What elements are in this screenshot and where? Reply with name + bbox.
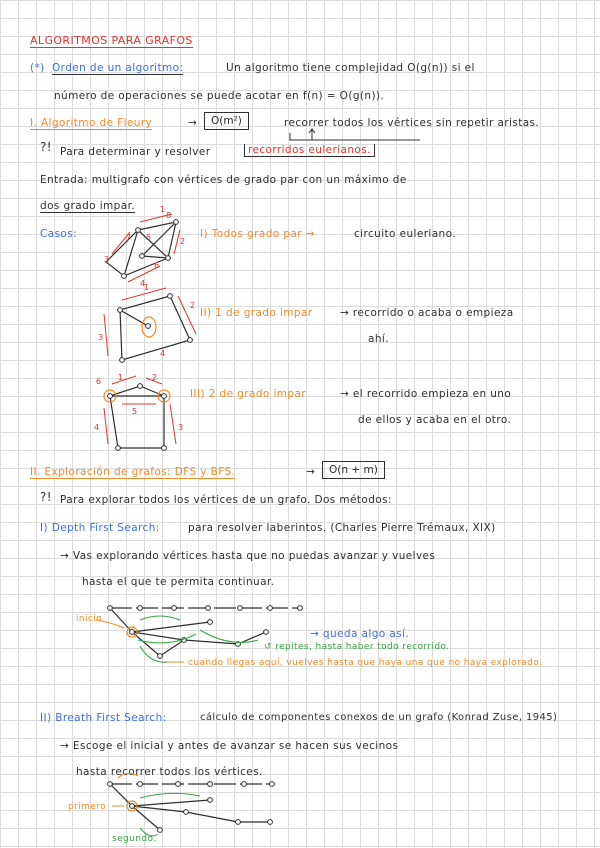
graph3-label: 1 xyxy=(118,373,124,382)
bfs-line1: → Escoge el inicial y antes de avanzar se hacen sus vecinos xyxy=(60,740,399,752)
graph1-label: 4 xyxy=(140,279,146,288)
graph-case3 xyxy=(94,373,183,450)
graph-case1 xyxy=(104,205,185,288)
case2-term: II) 1 de grado impar xyxy=(200,307,313,319)
fleury-input-line2: dos grado impar. xyxy=(40,200,136,212)
bfs-second-label: segundo. xyxy=(112,834,157,844)
fleury-purpose-term: recorridos eulerianos. xyxy=(244,144,375,157)
fleury-input-line1: Entrada: multigrafo con vértices de grado par con un máximo de xyxy=(40,174,407,186)
graph3-label: 6 xyxy=(96,377,102,386)
bfs-term: II) Breath First Search: xyxy=(40,712,167,724)
graph3-label: 5 xyxy=(132,407,138,416)
case3-term: III) 2 de grado impar xyxy=(190,388,307,400)
dfs-line2: hasta el que te permita continuar. xyxy=(82,576,275,588)
intro-marker: (*) xyxy=(30,62,45,74)
dfs-note-stuck: → queda algo así. xyxy=(310,628,410,640)
exploration-complexity-box: O(n + m) xyxy=(322,461,385,479)
intro-term: Orden de un algoritmo: xyxy=(52,62,184,74)
graph-bfs xyxy=(108,773,275,836)
bfs-first-label: primero xyxy=(68,802,107,812)
bfs-line2: hasta recorrer todos los vértices. xyxy=(76,766,263,778)
graph1-label: 1 xyxy=(160,205,166,214)
graph1-label: 5 xyxy=(146,233,152,242)
graph1-label: 3 xyxy=(104,255,110,264)
intro-line1: Un algoritmo tiene complejidad O(g(n)) si el xyxy=(226,62,475,74)
graph1-label: 8 xyxy=(166,211,172,220)
exploration-heading: II. Exploración de grafos: DFS y BFS. xyxy=(30,466,236,478)
intro-line2: número de operaciones se puede acotar en f(n) = O(g(n)). xyxy=(54,90,385,102)
case2-result-line1: → recorrido o acaba o empieza xyxy=(340,307,514,319)
case3-result-line2: de ellos y acaba en el otro. xyxy=(358,414,512,426)
graph2-label: 1 xyxy=(144,283,150,292)
graph-case2 xyxy=(98,283,196,362)
dfs-desc: para resolver laberintos. (Charles Pierre Trémaux, XIX) xyxy=(188,522,496,534)
graph1-label: 6 xyxy=(154,261,160,270)
case2-result-line2: ahí. xyxy=(368,333,389,345)
dfs-start-label: inicio xyxy=(76,614,103,624)
exploration-question-mark: ?! xyxy=(40,490,52,504)
exploration-purpose: Para explorar todos los vértices de un grafo. Dos métodos: xyxy=(60,494,392,506)
fleury-note: recorrer todos los vértices sin repetir aristas. xyxy=(284,117,540,129)
dfs-note-back: cuando llegas aquí, vuelves hasta que haya una que no haya explorado. xyxy=(188,658,543,668)
arrow-icon: → xyxy=(188,117,198,129)
graph2-label: 3 xyxy=(98,333,104,342)
page-title: ALGORITMOS PARA GRAFOS xyxy=(30,34,193,47)
fleury-question-mark: ?! xyxy=(40,140,52,154)
dfs-term: I) Depth First Search: xyxy=(40,522,160,534)
dfs-note-repeat: ↺ repites, hasta haber todo recorrido. xyxy=(264,642,450,652)
cases-label: Casos: xyxy=(40,228,78,240)
case3-result-line1: → el recorrido empieza en uno xyxy=(340,388,512,400)
graph3-label: 2 xyxy=(152,373,158,382)
graph1-label: 2 xyxy=(180,237,186,246)
fleury-purpose-prefix: Para determinar y resolver xyxy=(60,146,211,158)
note-arrow-icon xyxy=(309,129,315,140)
graph3-label: 3 xyxy=(178,423,184,432)
fleury-complexity-box: O(m²) xyxy=(204,112,249,130)
case1-term: I) Todos grado par → xyxy=(200,228,315,240)
graph2-label: 2 xyxy=(190,301,196,310)
bfs-desc: cálculo de componentes conexos de un grafo (Konrad Zuse, 1945) xyxy=(200,712,558,723)
fleury-heading: I. Algoritmo de Fleury xyxy=(30,117,153,129)
graph2-label: 4 xyxy=(160,349,166,358)
case1-result: circuito euleriano. xyxy=(354,228,456,240)
graph1-label: 7 xyxy=(126,233,132,242)
graph-dfs xyxy=(96,606,302,663)
note-bracket xyxy=(290,133,420,140)
arrow-icon: → xyxy=(306,466,316,478)
dfs-line1: → Vas explorando vértices hasta que no puedas avanzar y vuelves xyxy=(60,550,436,562)
graph3-label: 4 xyxy=(94,423,100,432)
